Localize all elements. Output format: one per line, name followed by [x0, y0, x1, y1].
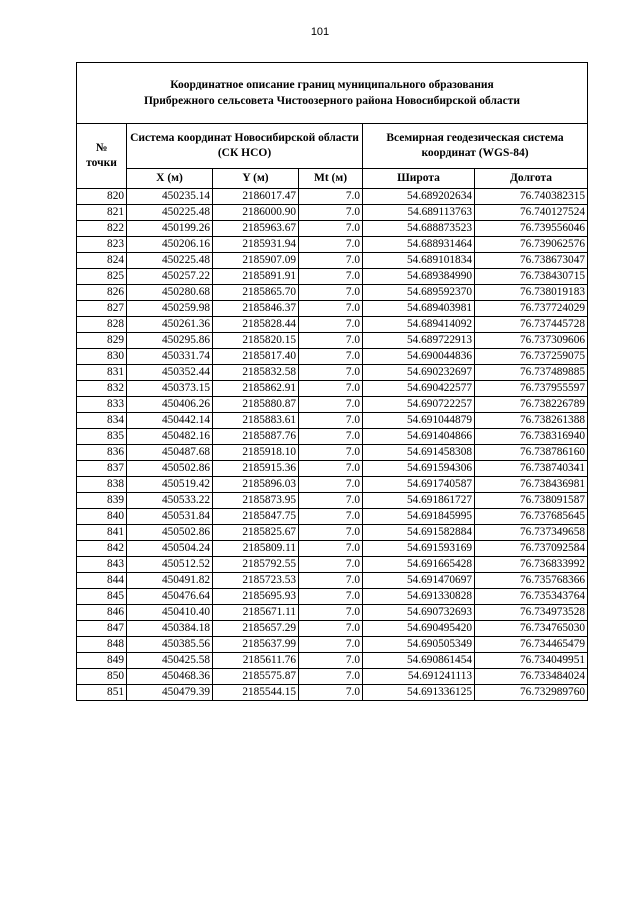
x-cell: 450487.68 — [127, 445, 213, 461]
longitude-cell: 76.734465479 — [475, 637, 588, 653]
mt-column-header: Mt (м) — [299, 169, 363, 189]
table-body — [77, 189, 588, 701]
x-cell: 450384.18 — [127, 621, 213, 637]
point-number-header — [77, 124, 127, 189]
x-cell: 450504.24 — [127, 541, 213, 557]
point-number-cell: 834 — [77, 413, 127, 429]
longitude-cell: 76.735768366 — [475, 573, 588, 589]
latitude-cell: 54.690722257 — [363, 397, 475, 413]
latitude-cell: 54.689414092 — [363, 317, 475, 333]
mt-cell: 7.0 — [299, 557, 363, 573]
y-cell: 2185723.53 — [213, 573, 299, 589]
mt-cell: 7.0 — [299, 461, 363, 477]
table-row — [77, 477, 588, 493]
x-cell: 450373.15 — [127, 381, 213, 397]
point-number-cell: 844 — [77, 573, 127, 589]
x-cell: 450531.84 — [127, 509, 213, 525]
x-cell: 450259.98 — [127, 301, 213, 317]
point-number-cell: 839 — [77, 493, 127, 509]
y-cell: 2185611.76 — [213, 653, 299, 669]
y-cell: 2185637.99 — [213, 637, 299, 653]
y-column-header: Y (м) — [213, 169, 299, 189]
mt-cell: 7.0 — [299, 541, 363, 557]
point-number-cell: 825 — [77, 269, 127, 285]
x-cell: 450482.16 — [127, 429, 213, 445]
latitude-cell: 54.689384990 — [363, 269, 475, 285]
mt-cell: 7.0 — [299, 477, 363, 493]
latitude-cell: 54.691336125 — [363, 685, 475, 701]
x-cell: 450519.42 — [127, 477, 213, 493]
mt-cell: 7.0 — [299, 189, 363, 205]
point-number-label: точки — [86, 157, 117, 169]
mt-cell: 7.0 — [299, 269, 363, 285]
table-row — [77, 333, 588, 349]
x-cell: 450425.58 — [127, 653, 213, 669]
latitude-cell: 54.691594306 — [363, 461, 475, 477]
local-system-header: Система координат Новосибирской области (СК НСО) — [127, 124, 363, 169]
latitude-cell: 54.691861727 — [363, 493, 475, 509]
x-cell: 450502.86 — [127, 461, 213, 477]
latitude-cell: 54.691593169 — [363, 541, 475, 557]
y-cell: 2185862.91 — [213, 381, 299, 397]
y-cell: 2186000.90 — [213, 205, 299, 221]
latitude-cell: 54.689202634 — [363, 189, 475, 205]
y-cell: 2185820.15 — [213, 333, 299, 349]
x-cell: 450410.40 — [127, 605, 213, 621]
x-cell: 450491.82 — [127, 573, 213, 589]
latitude-cell: 54.691740587 — [363, 477, 475, 493]
latitude-cell: 54.690044836 — [363, 349, 475, 365]
longitude-cell: 76.737259075 — [475, 349, 588, 365]
point-number-cell: 842 — [77, 541, 127, 557]
x-cell: 450225.48 — [127, 253, 213, 269]
point-number-cell: 829 — [77, 333, 127, 349]
mt-cell: 7.0 — [299, 589, 363, 605]
table-row — [77, 413, 588, 429]
mt-cell: 7.0 — [299, 253, 363, 269]
latitude-cell: 54.691845995 — [363, 509, 475, 525]
longitude-cell: 76.737309606 — [475, 333, 588, 349]
y-cell: 2185880.87 — [213, 397, 299, 413]
longitude-cell: 76.737724029 — [475, 301, 588, 317]
longitude-cell: 76.738091587 — [475, 493, 588, 509]
point-number-cell: 832 — [77, 381, 127, 397]
point-number-cell: 850 — [77, 669, 127, 685]
x-cell: 450512.52 — [127, 557, 213, 573]
y-cell: 2185671.11 — [213, 605, 299, 621]
y-cell: 2185883.61 — [213, 413, 299, 429]
y-cell: 2185809.11 — [213, 541, 299, 557]
mt-cell: 7.0 — [299, 413, 363, 429]
point-number-cell: 831 — [77, 365, 127, 381]
latitude-cell: 54.691470697 — [363, 573, 475, 589]
latitude-cell: 54.691044879 — [363, 413, 475, 429]
point-number-cell: 840 — [77, 509, 127, 525]
point-number-cell: 851 — [77, 685, 127, 701]
longitude-cell: 76.739556046 — [475, 221, 588, 237]
table-row — [77, 445, 588, 461]
longitude-cell: 76.737092584 — [475, 541, 588, 557]
latitude-cell: 54.691330828 — [363, 589, 475, 605]
longitude-cell: 76.738430715 — [475, 269, 588, 285]
y-cell: 2185544.15 — [213, 685, 299, 701]
table-row — [77, 237, 588, 253]
y-cell: 2185918.10 — [213, 445, 299, 461]
latitude-cell: 54.690495420 — [363, 621, 475, 637]
longitude-cell: 76.738436981 — [475, 477, 588, 493]
mt-cell: 7.0 — [299, 685, 363, 701]
x-cell: 450533.22 — [127, 493, 213, 509]
point-number-symbol: № — [95, 142, 108, 154]
point-number-cell: 847 — [77, 621, 127, 637]
mt-cell: 7.0 — [299, 445, 363, 461]
table-row — [77, 269, 588, 285]
x-cell: 450261.36 — [127, 317, 213, 333]
y-cell: 2185907.09 — [213, 253, 299, 269]
table-row — [77, 685, 588, 701]
mt-cell: 7.0 — [299, 221, 363, 237]
latitude-cell: 54.691241113 — [363, 669, 475, 685]
x-cell: 450352.44 — [127, 365, 213, 381]
point-number-cell: 845 — [77, 589, 127, 605]
x-cell: 450295.86 — [127, 333, 213, 349]
longitude-cell: 76.734973528 — [475, 605, 588, 621]
title-line-2: Прибрежного сельсовета Чистоозерного района Новосибирской области — [143, 95, 521, 107]
table-row — [77, 349, 588, 365]
latitude-cell: 54.691582884 — [363, 525, 475, 541]
table-row — [77, 429, 588, 445]
table-row — [77, 669, 588, 685]
latitude-cell: 54.690861454 — [363, 653, 475, 669]
x-cell: 450199.26 — [127, 221, 213, 237]
latitude-cell: 54.690422577 — [363, 381, 475, 397]
latitude-column-header: Широта — [363, 169, 475, 189]
mt-cell: 7.0 — [299, 349, 363, 365]
latitude-cell: 54.689403981 — [363, 301, 475, 317]
y-cell: 2185873.95 — [213, 493, 299, 509]
longitude-column-header: Долгота — [475, 169, 588, 189]
latitude-cell: 54.689113763 — [363, 205, 475, 221]
point-number-cell: 838 — [77, 477, 127, 493]
y-cell: 2185896.03 — [213, 477, 299, 493]
y-cell: 2185915.36 — [213, 461, 299, 477]
table-row — [77, 557, 588, 573]
x-cell: 450442.14 — [127, 413, 213, 429]
table-row — [77, 589, 588, 605]
x-cell: 450502.86 — [127, 525, 213, 541]
table-row — [77, 221, 588, 237]
mt-cell: 7.0 — [299, 493, 363, 509]
point-number-cell: 841 — [77, 525, 127, 541]
longitude-cell: 76.738019183 — [475, 285, 588, 301]
table-row — [77, 461, 588, 477]
mt-cell: 7.0 — [299, 429, 363, 445]
longitude-cell: 76.738786160 — [475, 445, 588, 461]
longitude-cell: 76.734765030 — [475, 621, 588, 637]
point-number-cell: 833 — [77, 397, 127, 413]
table-row — [77, 541, 588, 557]
longitude-cell: 76.734049951 — [475, 653, 588, 669]
x-cell: 450406.26 — [127, 397, 213, 413]
longitude-cell: 76.738740341 — [475, 461, 588, 477]
point-number-cell: 849 — [77, 653, 127, 669]
y-cell: 2185847.75 — [213, 509, 299, 525]
table-row — [77, 285, 588, 301]
latitude-cell: 54.689101834 — [363, 253, 475, 269]
longitude-cell: 76.737445728 — [475, 317, 588, 333]
table-row — [77, 621, 588, 637]
mt-cell: 7.0 — [299, 637, 363, 653]
latitude-cell: 54.688931464 — [363, 237, 475, 253]
title-line-1: Координатное описание границ муниципального образования — [170, 79, 494, 91]
mt-cell: 7.0 — [299, 621, 363, 637]
y-cell: 2185891.91 — [213, 269, 299, 285]
table-row — [77, 525, 588, 541]
coordinates-table — [76, 62, 588, 701]
mt-cell: 7.0 — [299, 653, 363, 669]
latitude-cell: 54.690505349 — [363, 637, 475, 653]
point-number-cell: 837 — [77, 461, 127, 477]
table-row — [77, 509, 588, 525]
mt-cell: 7.0 — [299, 381, 363, 397]
table-row — [77, 637, 588, 653]
page-number: 101 — [310, 26, 330, 38]
x-cell: 450225.48 — [127, 205, 213, 221]
point-number-cell: 836 — [77, 445, 127, 461]
point-number-cell: 823 — [77, 237, 127, 253]
point-number-cell: 822 — [77, 221, 127, 237]
latitude-cell: 54.690232697 — [363, 365, 475, 381]
table-row — [77, 573, 588, 589]
longitude-cell: 76.737349658 — [475, 525, 588, 541]
point-number-cell: 827 — [77, 301, 127, 317]
mt-cell: 7.0 — [299, 301, 363, 317]
latitude-cell: 54.690732693 — [363, 605, 475, 621]
latitude-cell: 54.691458308 — [363, 445, 475, 461]
x-cell: 450280.68 — [127, 285, 213, 301]
y-cell: 2185846.37 — [213, 301, 299, 317]
latitude-cell: 54.689592370 — [363, 285, 475, 301]
latitude-cell: 54.691665428 — [363, 557, 475, 573]
latitude-cell: 54.689722913 — [363, 333, 475, 349]
longitude-cell: 76.738261388 — [475, 413, 588, 429]
longitude-cell: 76.736833992 — [475, 557, 588, 573]
y-cell: 2185828.44 — [213, 317, 299, 333]
x-cell: 450476.64 — [127, 589, 213, 605]
x-cell: 450331.74 — [127, 349, 213, 365]
x-cell: 450385.56 — [127, 637, 213, 653]
y-cell: 2185825.67 — [213, 525, 299, 541]
longitude-cell: 76.739062576 — [475, 237, 588, 253]
x-cell: 450468.36 — [127, 669, 213, 685]
mt-cell: 7.0 — [299, 397, 363, 413]
y-cell: 2185832.58 — [213, 365, 299, 381]
point-number-cell: 826 — [77, 285, 127, 301]
x-cell: 450257.22 — [127, 269, 213, 285]
point-number-cell: 830 — [77, 349, 127, 365]
table-row — [77, 253, 588, 269]
longitude-cell: 76.737489885 — [475, 365, 588, 381]
point-number-cell: 821 — [77, 205, 127, 221]
table-title — [77, 63, 588, 124]
longitude-cell: 76.740382315 — [475, 189, 588, 205]
mt-cell: 7.0 — [299, 365, 363, 381]
mt-cell: 7.0 — [299, 605, 363, 621]
longitude-cell: 76.738316940 — [475, 429, 588, 445]
y-cell: 2185887.76 — [213, 429, 299, 445]
wgs-system-header: Всемирная геодезическая система координат (WGS-84) — [363, 124, 588, 169]
longitude-cell: 76.738673047 — [475, 253, 588, 269]
y-cell: 2185695.93 — [213, 589, 299, 605]
mt-cell: 7.0 — [299, 285, 363, 301]
longitude-cell: 76.737955597 — [475, 381, 588, 397]
table-row — [77, 301, 588, 317]
longitude-cell: 76.735343764 — [475, 589, 588, 605]
table-row — [77, 493, 588, 509]
y-cell: 2185817.40 — [213, 349, 299, 365]
longitude-cell: 76.733484024 — [475, 669, 588, 685]
x-cell: 450206.16 — [127, 237, 213, 253]
x-column-header: X (м) — [127, 169, 213, 189]
x-cell: 450479.39 — [127, 685, 213, 701]
y-cell: 2185657.29 — [213, 621, 299, 637]
table-row — [77, 397, 588, 413]
mt-cell: 7.0 — [299, 525, 363, 541]
y-cell: 2185931.94 — [213, 237, 299, 253]
latitude-cell: 54.691404866 — [363, 429, 475, 445]
point-number-cell: 843 — [77, 557, 127, 573]
point-number-cell: 820 — [77, 189, 127, 205]
latitude-cell: 54.688873523 — [363, 221, 475, 237]
longitude-cell: 76.732989760 — [475, 685, 588, 701]
point-number-cell: 848 — [77, 637, 127, 653]
mt-cell: 7.0 — [299, 317, 363, 333]
point-number-cell: 828 — [77, 317, 127, 333]
mt-cell: 7.0 — [299, 333, 363, 349]
x-cell: 450235.14 — [127, 189, 213, 205]
y-cell: 2185792.55 — [213, 557, 299, 573]
mt-cell: 7.0 — [299, 509, 363, 525]
point-number-cell: 824 — [77, 253, 127, 269]
mt-cell: 7.0 — [299, 669, 363, 685]
point-number-cell: 835 — [77, 429, 127, 445]
mt-cell: 7.0 — [299, 205, 363, 221]
longitude-cell: 76.737685645 — [475, 509, 588, 525]
mt-cell: 7.0 — [299, 237, 363, 253]
y-cell: 2185865.70 — [213, 285, 299, 301]
table-row — [77, 381, 588, 397]
y-cell: 2185963.67 — [213, 221, 299, 237]
table-row — [77, 205, 588, 221]
point-number-cell: 846 — [77, 605, 127, 621]
table-row — [77, 653, 588, 669]
y-cell: 2185575.87 — [213, 669, 299, 685]
longitude-cell: 76.740127524 — [475, 205, 588, 221]
longitude-cell: 76.738226789 — [475, 397, 588, 413]
y-cell: 2186017.47 — [213, 189, 299, 205]
table-row — [77, 605, 588, 621]
table-row — [77, 365, 588, 381]
table-row — [77, 189, 588, 205]
table-row — [77, 317, 588, 333]
mt-cell: 7.0 — [299, 573, 363, 589]
